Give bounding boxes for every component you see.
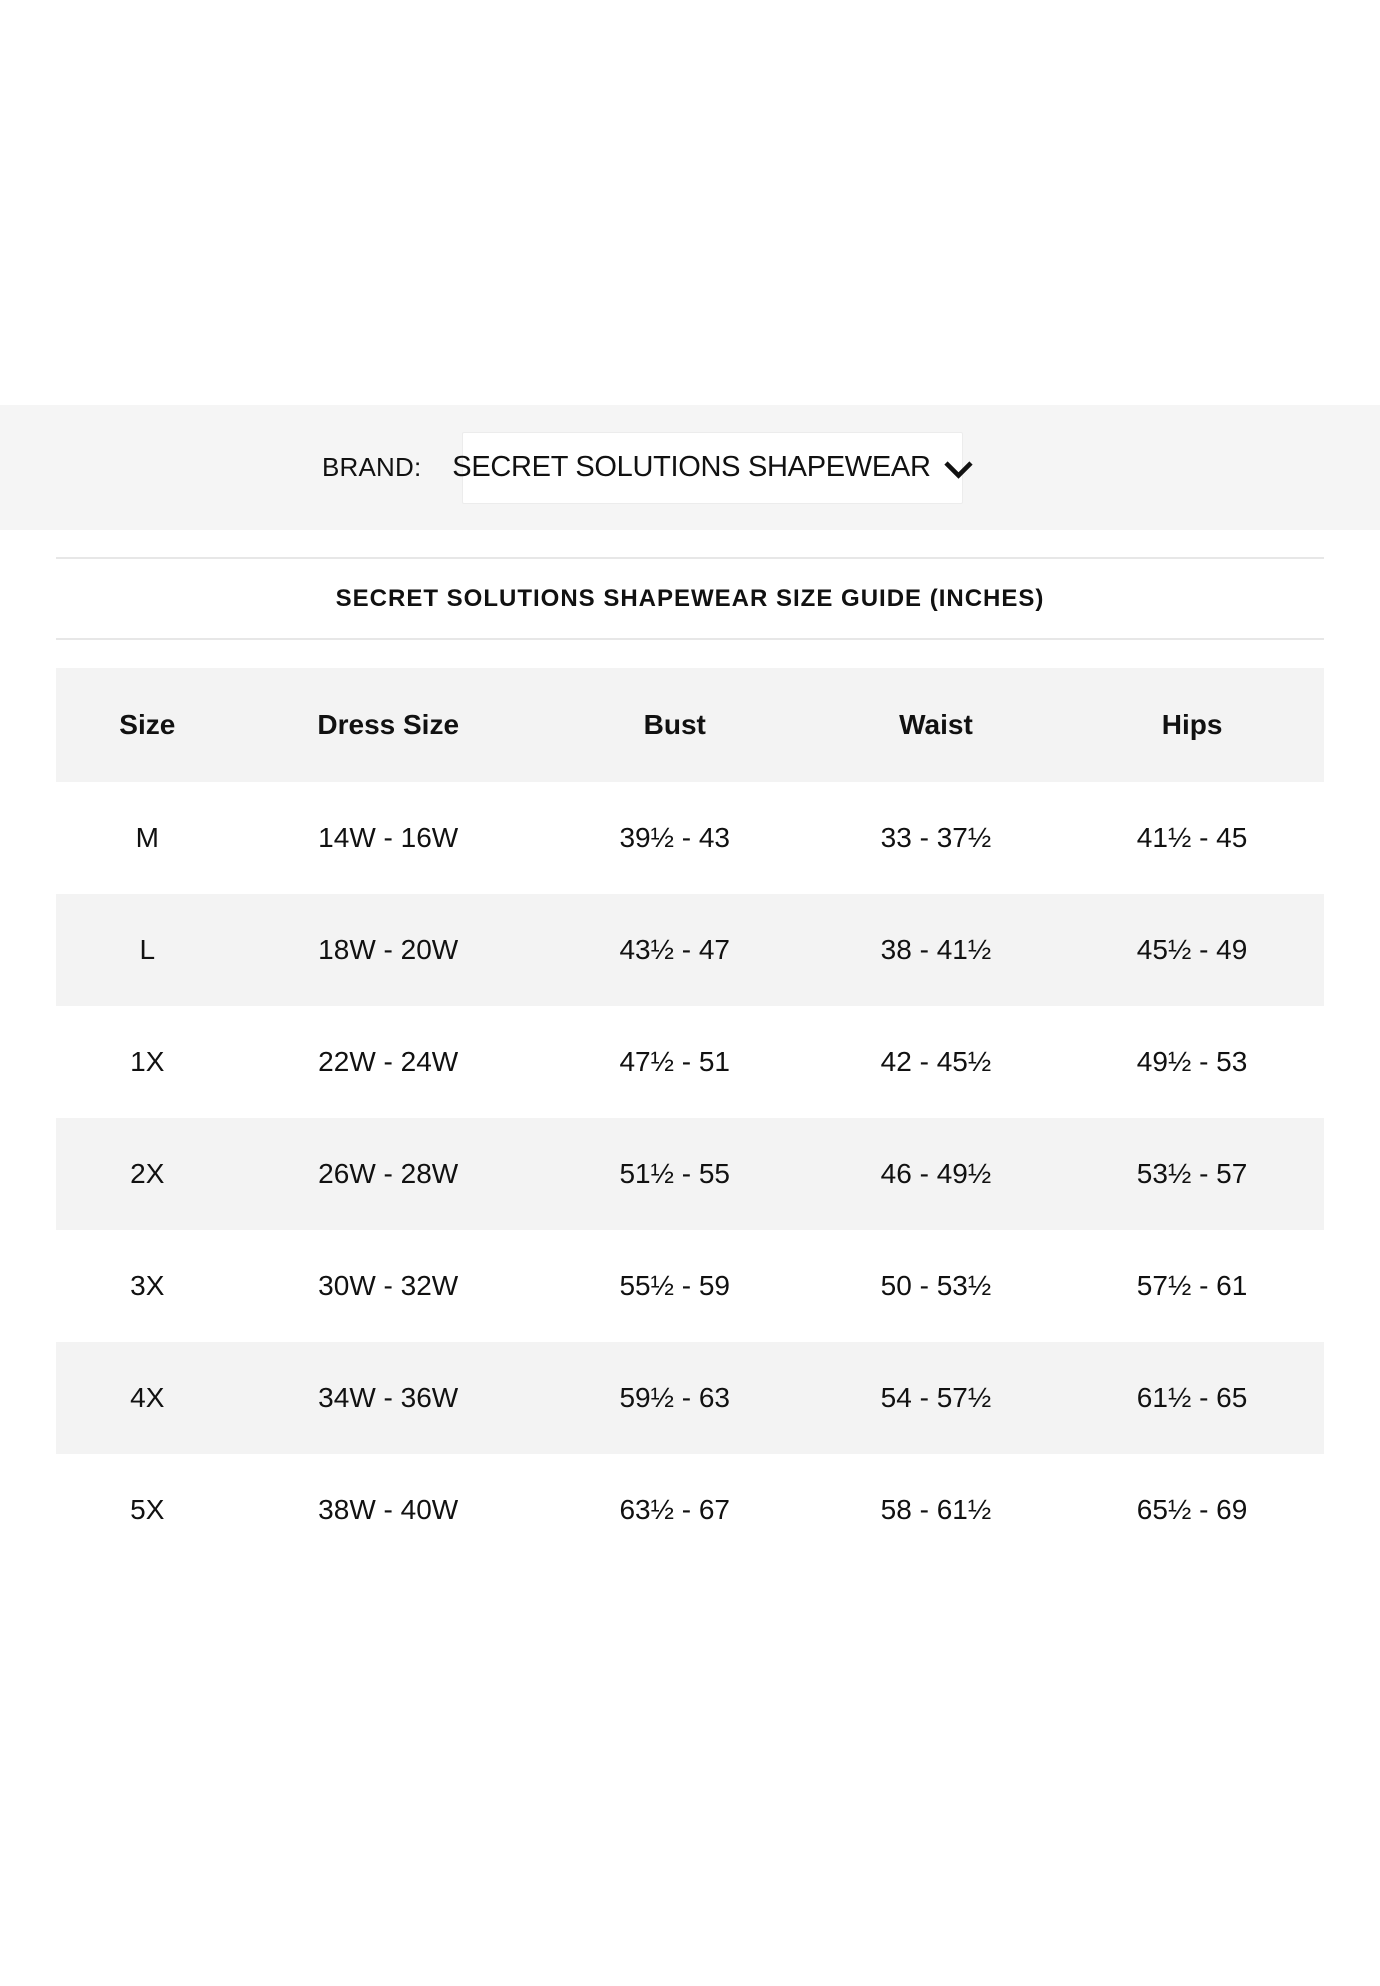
- cell-dress: 22W - 24W: [318, 1046, 459, 1077]
- cell-bust: 39½ - 43: [619, 822, 731, 853]
- cell-bust: 47½ - 51: [619, 1046, 731, 1077]
- cell-bust: 63½ - 67: [619, 1494, 731, 1525]
- cell-waist: 38 - 41½: [880, 934, 992, 965]
- table-row-1x: [56, 1006, 1324, 1118]
- cell-size: 2X: [130, 1158, 165, 1189]
- size-guide-section: [56, 557, 1324, 1566]
- cell-size: 5X: [130, 1494, 165, 1525]
- column-header-hips: Hips: [1161, 709, 1223, 740]
- cell-hips: 65½ - 69: [1136, 1494, 1248, 1525]
- column-header-waist: Waist: [899, 709, 973, 740]
- table-row-5x: [56, 1454, 1324, 1566]
- cell-waist: 33 - 37½: [880, 822, 992, 853]
- cell-bust: 55½ - 59: [619, 1270, 731, 1301]
- table-row-3x: [56, 1230, 1324, 1342]
- cell-hips: 45½ - 49: [1136, 934, 1248, 965]
- table-row-m: [56, 782, 1324, 894]
- column-header-size: Size: [119, 709, 176, 740]
- cell-waist: 54 - 57½: [880, 1382, 992, 1413]
- chevron-down-icon: [943, 460, 974, 479]
- cell-size: L: [139, 934, 156, 965]
- brand-bar: [0, 405, 1380, 530]
- cell-size: 4X: [130, 1382, 165, 1413]
- cell-hips: 53½ - 57: [1136, 1158, 1248, 1189]
- cell-dress: 30W - 32W: [318, 1270, 459, 1301]
- table-row-4x: [56, 1342, 1324, 1454]
- table-gap: [56, 640, 1324, 668]
- cell-waist: 46 - 49½: [880, 1158, 992, 1189]
- cell-bust: 43½ - 47: [619, 934, 731, 965]
- table-row-2x: [56, 1118, 1324, 1230]
- cell-hips: 41½ - 45: [1136, 822, 1248, 853]
- table-row-l: [56, 894, 1324, 1006]
- cell-bust: 59½ - 63: [619, 1382, 731, 1413]
- cell-size: 1X: [130, 1046, 165, 1077]
- cell-waist: 50 - 53½: [880, 1270, 992, 1301]
- cell-dress: 34W - 36W: [318, 1382, 459, 1413]
- brand-dropdown[interactable]: [452, 432, 963, 504]
- cell-dress: 38W - 40W: [318, 1494, 459, 1525]
- cell-bust: 51½ - 55: [619, 1158, 731, 1189]
- cell-dress: 26W - 28W: [318, 1158, 459, 1189]
- cell-size: M: [135, 822, 159, 853]
- table-header-row: [56, 668, 1324, 782]
- column-header-dress-size: Dress Size: [317, 709, 460, 740]
- size-guide-title: SECRET SOLUTIONS SHAPEWEAR SIZE GUIDE (INCHES): [335, 584, 1045, 612]
- cell-waist: 58 - 61½: [880, 1494, 992, 1525]
- column-header-bust: Bust: [643, 709, 706, 740]
- cell-dress: 14W - 16W: [318, 822, 459, 853]
- cell-size: 3X: [130, 1270, 165, 1301]
- cell-hips: 49½ - 53: [1136, 1046, 1248, 1077]
- size-table: [56, 668, 1324, 1566]
- top-whitespace: [0, 0, 1380, 405]
- cell-dress: 18W - 20W: [318, 934, 459, 965]
- brand-dropdown-value: SECRET SOLUTIONS SHAPEWEAR: [452, 451, 931, 483]
- cell-waist: 42 - 45½: [880, 1046, 992, 1077]
- brand-label: BRAND:: [322, 452, 422, 482]
- cell-hips: 57½ - 61: [1136, 1270, 1248, 1301]
- cell-hips: 61½ - 65: [1136, 1382, 1248, 1413]
